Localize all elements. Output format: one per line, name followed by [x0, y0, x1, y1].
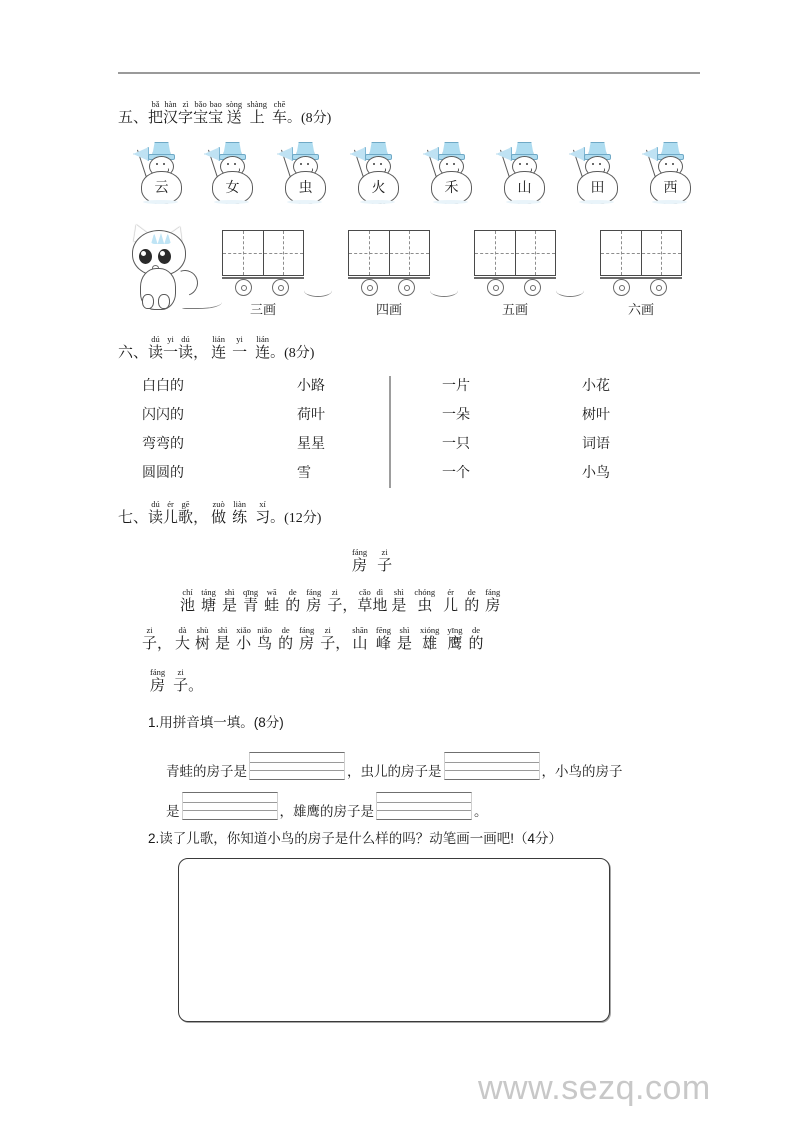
snowman-char: 云: [154, 180, 169, 196]
fill-text: ，雄鹰的房子是: [279, 804, 374, 819]
snowman-item[interactable]: [422, 140, 478, 206]
wheel-icon: [398, 279, 415, 296]
eye-icon: [300, 163, 302, 165]
shadow: [433, 200, 468, 204]
ruby-char: bǎ 把: [148, 99, 164, 126]
guide-line: [377, 802, 471, 803]
fill-text: ，小鸟的房子: [541, 764, 623, 779]
car-base: [222, 277, 304, 279]
train-car[interactable]: [600, 230, 682, 317]
wheel-icon: [361, 279, 378, 296]
car-base: [474, 277, 556, 279]
match-item[interactable]: 树叶: [582, 408, 610, 423]
tianzige-box[interactable]: [600, 230, 682, 276]
tianzige-box[interactable]: [474, 230, 556, 276]
rhyme-title: [352, 548, 392, 575]
ruby-char: lián 连: [211, 334, 227, 361]
fill-text: ，虫儿的房子是: [347, 764, 442, 779]
snowman-item[interactable]: [132, 140, 188, 206]
eye-icon: [156, 163, 158, 165]
coupler-icon: [304, 284, 332, 297]
section-6-score: 。(8分): [270, 346, 315, 361]
eye-icon: [163, 163, 165, 165]
section-5-number: 五、: [118, 110, 149, 126]
match-column-measure-words: [442, 372, 552, 488]
train-car[interactable]: [222, 230, 304, 317]
snowman-char: 田: [590, 180, 605, 196]
ruby-char: fēng 峰: [375, 625, 391, 652]
ruby-char: de 的: [278, 625, 294, 652]
match-column-adjectives: [142, 372, 252, 488]
guide-line: [250, 770, 344, 771]
ruby-char: hàn 汉: [163, 99, 179, 126]
ruby-char: ér 儿: [163, 499, 179, 526]
snowman-char: 西: [663, 180, 678, 196]
section-5-title: [148, 100, 287, 127]
pinyin-input-box[interactable]: [444, 752, 540, 780]
guide-line: [535, 231, 536, 275]
ruby-char: liàn 练: [232, 499, 248, 526]
ruby-char: ，: [193, 345, 209, 361]
eye-icon: [373, 163, 375, 165]
wheel-icon: [524, 279, 541, 296]
section-7-title: [148, 500, 270, 527]
ruby-char: wā 蛙: [264, 587, 280, 614]
ruby-char: gē 歌: [178, 499, 194, 526]
tianzige-box[interactable]: [348, 230, 430, 276]
ruby-char: xióng 雄: [419, 625, 440, 652]
car-base: [348, 277, 430, 279]
section-7-score: 。(12分): [270, 511, 322, 526]
snowman-char: 火: [371, 180, 386, 196]
guide-line: [243, 231, 244, 275]
eye-icon: [599, 163, 601, 165]
guide-line: [661, 231, 662, 275]
exercise-1-heading: 1.用拼音填一填。(8分): [148, 715, 284, 730]
snowman-item[interactable]: [203, 140, 259, 206]
guide-line: [369, 231, 370, 275]
cat-paw-icon: [142, 294, 154, 309]
ruby-char: zuò 做: [211, 499, 227, 526]
eye-icon: [453, 163, 455, 165]
ruby-char: yīng 鹰: [447, 625, 463, 652]
ruby-char: dú 读: [148, 499, 164, 526]
match-item[interactable]: 小花: [582, 379, 610, 394]
guide-line: [445, 762, 539, 763]
ruby-char: shàng 上: [247, 99, 267, 126]
train-car-label: 六画: [627, 302, 654, 317]
tianzige-box[interactable]: [222, 230, 304, 276]
ruby-char: shì 是: [396, 625, 412, 652]
ruby-char: 。: [188, 678, 204, 694]
rhyme-line-3: [150, 668, 203, 695]
wheel-icon: [613, 279, 630, 296]
match-item[interactable]: 荷叶: [297, 408, 325, 423]
ruby-char: chí 池: [180, 587, 196, 614]
match-item[interactable]: 闪闪的: [142, 408, 184, 423]
match-item[interactable]: 一片: [442, 379, 470, 394]
match-item[interactable]: 雪: [297, 466, 311, 481]
ruby-char: sòng 送: [226, 99, 243, 126]
guide-line: [283, 231, 284, 275]
tow-rope-icon: [182, 298, 222, 309]
pinyin-input-box[interactable]: [249, 752, 345, 780]
train-car[interactable]: [474, 230, 556, 317]
coupler-icon: [556, 284, 584, 297]
snowman-item[interactable]: [641, 140, 697, 206]
ruby-char: niǎo 鸟: [257, 625, 273, 652]
wheel-icon: [272, 279, 289, 296]
cat-hair-tuft-icon: [151, 233, 171, 244]
ruby-char: fáng 房: [352, 547, 368, 574]
snowman-row: [132, 140, 700, 208]
fill-text: 是: [166, 804, 180, 819]
ruby-char: de 的: [285, 587, 301, 614]
ruby-char: bao 宝: [208, 99, 224, 126]
wheel-icon: [487, 279, 504, 296]
exercise-1-line-2: [166, 792, 488, 822]
ruby-char: de 的: [468, 625, 484, 652]
ruby-char: shì 是: [222, 587, 238, 614]
ruby-char: zi 子: [320, 625, 336, 652]
cat-eye-icon: [158, 249, 171, 264]
matching-exercise: [142, 372, 702, 490]
wheel-icon: [650, 279, 667, 296]
exercise-2-heading: 2.读了儿歌，你知道小鸟的房子是什么样的吗？动笔画一画吧!（4分）: [148, 831, 563, 846]
fill-text: 。: [474, 804, 488, 819]
shadow: [360, 200, 395, 204]
ruby-char: shān 山: [352, 625, 368, 652]
snowman-item[interactable]: [495, 140, 551, 206]
guide-line: [183, 802, 277, 803]
ruby-char: táng 塘: [201, 587, 217, 614]
snowman-char: 禾: [444, 180, 459, 196]
ruby-char: dú 读: [178, 334, 194, 361]
guide-line: [377, 810, 471, 811]
guide-line: [250, 762, 344, 763]
shadow: [287, 200, 322, 204]
match-item[interactable]: 小鸟: [582, 466, 610, 481]
ruby-char: xí 习: [255, 499, 271, 526]
section-7-number: 七、: [118, 510, 149, 526]
ruby-char: dà 大: [175, 625, 191, 652]
shadow: [214, 200, 249, 204]
section-6-number: 六、: [118, 345, 149, 361]
drawing-area[interactable]: [178, 858, 610, 1022]
ruby-char: yi 一: [163, 334, 179, 361]
train-car[interactable]: [348, 230, 430, 317]
watermark: www.sezq.com: [478, 1069, 711, 1107]
shadow: [506, 200, 541, 204]
guide-line: [223, 253, 303, 254]
eye-icon: [665, 163, 667, 165]
fill-text: 青蛙的房子是: [166, 764, 247, 779]
ruby-char: zi 子: [377, 547, 393, 574]
ruby-char: dì 地: [372, 587, 388, 614]
match-item[interactable]: 词语: [582, 437, 610, 452]
section-7-heading: [118, 500, 321, 527]
cat-paw-icon: [158, 294, 170, 309]
eye-icon: [446, 163, 448, 165]
match-item[interactable]: 弯弯的: [142, 437, 184, 452]
ruby-char: ，: [342, 598, 358, 614]
match-item[interactable]: 一只: [442, 437, 470, 452]
ruby-char: shù 树: [195, 625, 211, 652]
ruby-char: zì 字: [178, 99, 194, 126]
coupler-icon: [430, 284, 458, 297]
eye-icon: [380, 163, 382, 165]
match-item[interactable]: 白白的: [142, 379, 184, 394]
snowman-item[interactable]: [568, 140, 624, 206]
eye-icon: [672, 163, 674, 165]
snowman-item[interactable]: [349, 140, 405, 206]
exercise-1-line-1: [166, 752, 623, 782]
ruby-char: ér 儿: [443, 587, 459, 614]
guide-line: [621, 231, 622, 275]
train-car-label: 三画: [249, 302, 276, 317]
guide-line: [495, 231, 496, 275]
cat-icon: [130, 224, 216, 316]
ruby-char: yi 一: [232, 334, 248, 361]
shadow: [652, 200, 687, 204]
ruby-char: ，: [157, 636, 173, 652]
train-car-label: 四画: [375, 302, 402, 317]
guide-line: [475, 253, 555, 254]
eye-icon: [307, 163, 309, 165]
guide-line: [445, 770, 539, 771]
guide-line: [183, 810, 277, 811]
ruby-char: chē 车: [272, 99, 288, 126]
match-column-nouns-right: [582, 372, 692, 488]
snowman-char: 虫: [298, 180, 313, 196]
match-item[interactable]: 小路: [297, 379, 325, 394]
section-5-score: 。(8分): [287, 111, 332, 126]
train-row: [130, 222, 702, 330]
section-6-heading: [118, 335, 314, 362]
ruby-char: bǎo 宝: [193, 99, 209, 126]
match-item[interactable]: 一朵: [442, 408, 470, 423]
ruby-char: fáng 房: [485, 587, 501, 614]
eye-icon: [519, 163, 521, 165]
eye-icon: [526, 163, 528, 165]
match-item[interactable]: 一个: [442, 466, 470, 481]
ruby-char: dú 读: [148, 334, 164, 361]
rhyme-line-2: [142, 626, 484, 653]
eye-icon: [227, 163, 229, 165]
section-5-heading: [118, 100, 331, 127]
ruby-char: shì 是: [215, 625, 231, 652]
ruby-char: fáng 房: [150, 667, 166, 694]
match-item[interactable]: 星星: [297, 437, 325, 452]
wheel-icon: [235, 279, 252, 296]
ruby-char: fáng 房: [299, 625, 315, 652]
match-item[interactable]: 圆圆的: [142, 466, 184, 481]
ruby-char: ，: [193, 510, 209, 526]
rhyme-line-1: [180, 588, 500, 615]
ruby-char: cǎo 草: [357, 587, 373, 614]
ruby-char: fáng 房: [306, 587, 322, 614]
eye-icon: [234, 163, 236, 165]
guide-line: [601, 253, 681, 254]
ruby-char: shì 是: [391, 587, 407, 614]
ruby-char: ，: [335, 636, 351, 652]
car-base: [600, 277, 682, 279]
pinyin-input-box[interactable]: [182, 792, 278, 820]
eye-icon: [592, 163, 594, 165]
shadow: [579, 200, 614, 204]
ruby-char: lián 连: [255, 334, 271, 361]
ruby-char: xiǎo 小: [236, 625, 252, 652]
cat-eye-icon: [139, 249, 152, 264]
section-6-title: [148, 335, 270, 362]
ruby-char: de 的: [464, 587, 480, 614]
ruby-char: zi 子: [173, 667, 189, 694]
match-column-nouns-left: [297, 372, 407, 488]
pinyin-input-box[interactable]: [376, 792, 472, 820]
train-car-label: 五画: [501, 302, 528, 317]
snowman-char: 山: [517, 180, 532, 196]
guide-line: [349, 253, 429, 254]
ruby-char: zi 子: [142, 625, 158, 652]
ruby-char: zi 子: [327, 587, 343, 614]
snowman-item[interactable]: [276, 140, 332, 206]
guide-line: [409, 231, 410, 275]
ruby-char: chóng 虫: [414, 587, 436, 614]
header-rule: [118, 72, 700, 74]
ruby-char: qīng 青: [243, 587, 259, 614]
snowman-char: 女: [225, 180, 240, 196]
shadow: [143, 200, 178, 204]
